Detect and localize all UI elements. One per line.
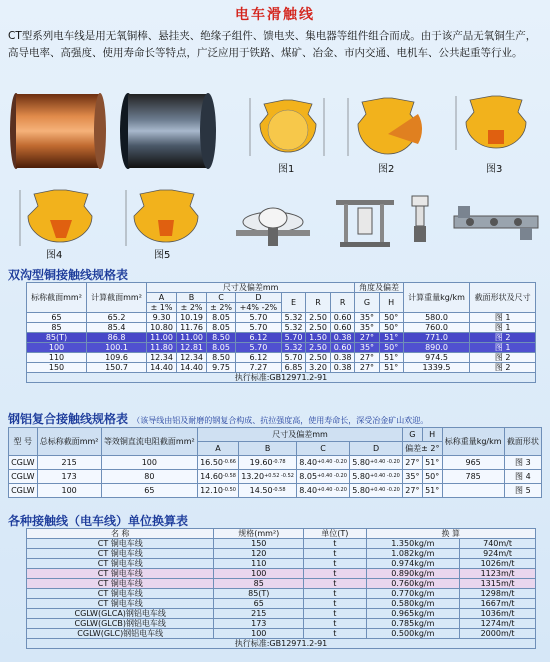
cell-value: 50°: [425, 472, 440, 481]
table-cell: 11.80: [147, 343, 177, 353]
table-cell: 100: [214, 629, 304, 639]
header-nominal-area: 标称截面mm²: [27, 283, 87, 313]
table-row: [27, 599, 536, 609]
figure-2-caption: 图2: [378, 164, 395, 175]
table-cell: 1.350kg/m: [366, 539, 460, 549]
table-cell: 85: [27, 323, 87, 333]
copper-wire-spec-table: [26, 282, 536, 383]
table3-title: 各种接触线（电车线）单位换算表: [8, 514, 189, 528]
table-cell: 0.500kg/m: [366, 629, 460, 639]
figure-1-caption: 图1: [278, 164, 295, 175]
table-cell: 100: [27, 343, 87, 353]
table-cell: t: [304, 549, 367, 559]
table-cell: 1667m/t: [460, 599, 536, 609]
figure-4-profile: [14, 176, 104, 256]
table-row: [27, 589, 536, 599]
table-row: [27, 629, 536, 639]
table-cell: 0.965kg/m: [366, 609, 460, 619]
table-cell: 760.0: [403, 323, 470, 333]
cell-value: 图 3: [515, 458, 531, 467]
table-cell: t: [304, 569, 367, 579]
table-cell: [239, 484, 297, 498]
table-cell: [101, 484, 197, 498]
table-cell: t: [304, 589, 367, 599]
table-cell: 5.70: [281, 353, 306, 363]
cell-value: 5.80: [352, 486, 371, 495]
header-D: D: [236, 293, 282, 303]
header-weight: 计算重量kg/km: [403, 283, 470, 313]
table-cell: 0.890kg/m: [366, 569, 460, 579]
table-row: [9, 456, 542, 470]
table2-title: [8, 410, 428, 427]
header-shape: 截面形状及尺寸: [470, 283, 536, 313]
cell-value: 16.50: [200, 458, 223, 467]
insulator-image: [400, 192, 440, 252]
tol-C: ± 2%: [207, 303, 236, 313]
table-cell: [350, 470, 403, 484]
table-row: [27, 323, 536, 333]
table-cell: 2000m/t: [460, 629, 536, 639]
cell-value: 100: [61, 486, 77, 495]
header-R2: R: [330, 293, 355, 313]
header-angle-tol: 偏差± 2°: [403, 442, 443, 456]
header-unit: 单位(T): [304, 529, 367, 539]
table-cell: t: [304, 609, 367, 619]
table-cell: t: [304, 619, 367, 629]
table-cell: 580.0: [403, 313, 470, 323]
table-cell: 14.40: [177, 363, 207, 373]
header-C: C: [297, 442, 350, 456]
table-cell: 65.2: [87, 313, 147, 323]
cell-tolerance: +0.40 -0.20: [370, 459, 400, 465]
cell-value: 8.05: [299, 472, 318, 481]
unit-conversion-table: [26, 528, 536, 649]
table-cell: [504, 484, 541, 498]
table-cell: 110: [27, 353, 87, 363]
header-total-area: 总标称截面mm²: [37, 428, 101, 456]
tol-D: +4% -2%: [236, 303, 282, 313]
table-cell: 50°: [379, 343, 403, 353]
table-cell: [504, 456, 541, 470]
cell-value: 215: [61, 458, 77, 467]
table-cell: CGLW(GLCB)钢铝电车线: [27, 619, 214, 629]
table-cell: [37, 484, 101, 498]
table-cell: [350, 456, 403, 470]
table-cell: 110: [214, 559, 304, 569]
table-cell: CT 铜电车线: [27, 579, 214, 589]
suspension-clamp-image: [228, 198, 318, 253]
page-title: 电车滑触线: [235, 7, 315, 23]
table-cell: CT 铜电车线: [27, 589, 214, 599]
table-row: [27, 619, 536, 629]
cell-tolerance: +0.40 -0.20: [370, 473, 400, 479]
cell-tolerance: +0.40 -0.20: [317, 487, 347, 493]
table-cell: t: [304, 559, 367, 569]
table-cell: [37, 456, 101, 470]
figure-5-caption: 图5: [154, 250, 171, 261]
table-cell: [197, 456, 238, 470]
cell-value: 14.50: [249, 486, 273, 495]
table-cell: 1.082kg/m: [366, 549, 460, 559]
table-cell: [297, 470, 350, 484]
cell-value: 27°: [405, 486, 420, 495]
table-cell: 1274m/t: [460, 619, 536, 629]
table-cell: 8.50: [207, 333, 236, 343]
cell-value: 65: [144, 486, 155, 495]
table-cell: 12.81: [177, 343, 207, 353]
table-cell: 9.30: [147, 313, 177, 323]
figure-3-profile: [448, 84, 543, 164]
cell-tolerance: +0.40 -0.20: [317, 473, 347, 479]
steel-aluminium-spool-image: [118, 88, 218, 173]
table-cell: 8.50: [207, 353, 236, 363]
figure-5-profile: [120, 176, 210, 256]
table-cell: 100: [214, 569, 304, 579]
table-cell: 35°: [355, 343, 379, 353]
table-cell: [297, 456, 350, 470]
table-row: [27, 569, 536, 579]
table-cell: CT 铜电车线: [27, 559, 214, 569]
table-cell: [9, 456, 38, 470]
table-cell: 150: [27, 363, 87, 373]
table-cell: 890.0: [403, 343, 470, 353]
figure-3-caption: 图3: [486, 164, 503, 175]
table-cell: 6.85: [281, 363, 306, 373]
table-cell: CT 铜电车线: [27, 599, 214, 609]
table-cell: 图 2: [470, 363, 536, 373]
cell-value: CGLW: [11, 472, 35, 481]
table-cell: 图 1: [470, 323, 536, 333]
table-cell: 3.20: [306, 363, 331, 373]
table-cell: 6.12: [236, 353, 282, 363]
table-row: [27, 559, 536, 569]
header-A: A: [197, 442, 238, 456]
cell-tolerance: +0.40 -0.20: [370, 487, 400, 493]
table-cell: [197, 470, 238, 484]
table-cell: 215: [214, 609, 304, 619]
table-row: [27, 549, 536, 559]
header-calc-area: 计算截面mm²: [87, 283, 147, 313]
figure-2-profile: [340, 84, 430, 164]
table-cell: 10.80: [147, 323, 177, 333]
cell-tolerance: -0.58: [223, 473, 236, 479]
table-cell: [297, 484, 350, 498]
header-H: H: [379, 293, 403, 313]
cell-value: CGLW: [11, 486, 35, 495]
header-R1: R: [306, 293, 331, 313]
table-cell: 173: [214, 619, 304, 629]
table-row: [27, 313, 536, 323]
table-cell: 5.70: [236, 313, 282, 323]
table-cell: 图 1: [470, 313, 536, 323]
table-cell: 11.76: [177, 323, 207, 333]
table-cell: [403, 470, 423, 484]
header-angle: 角度及偏差: [355, 283, 403, 293]
header-B: B: [239, 442, 297, 456]
header-weight: 标称重量kg/km: [442, 428, 504, 456]
table-cell: 5.32: [281, 343, 306, 353]
table-cell: [197, 484, 238, 498]
table-row: [27, 579, 536, 589]
table-cell: 85(T): [214, 589, 304, 599]
table-cell: 1298m/t: [460, 589, 536, 599]
table-cell: 1036m/t: [460, 609, 536, 619]
table-cell: 35°: [355, 313, 379, 323]
table-cell: t: [304, 539, 367, 549]
header-E: E: [281, 293, 306, 313]
cell-value: 51°: [425, 486, 440, 495]
table-cell: 10.19: [177, 313, 207, 323]
table-cell: [239, 470, 297, 484]
table-cell: 5.32: [281, 313, 306, 323]
header-G: G: [355, 293, 379, 313]
table-cell: 0.770kg/m: [366, 589, 460, 599]
header-C: C: [207, 293, 236, 303]
cell-value: 图 4: [515, 472, 531, 481]
table-cell: 51°: [379, 363, 403, 373]
table-cell: 0.38: [330, 333, 355, 343]
table-cell: 1339.5: [403, 363, 470, 373]
table-cell: 图 2: [470, 333, 536, 343]
table-row: [27, 353, 536, 363]
table-cell: 51°: [379, 333, 403, 343]
table-cell: 50°: [379, 323, 403, 333]
cell-value: 965: [465, 458, 481, 467]
figure-1-profile: [240, 84, 330, 164]
header-shape: 截面形状: [504, 428, 541, 456]
table-cell: 27°: [355, 353, 379, 363]
table-cell: CGLW(GLCA)钢铝电车线: [27, 609, 214, 619]
table-cell: t: [304, 579, 367, 589]
table-cell: 50°: [379, 313, 403, 323]
table-cell: 1026m/t: [460, 559, 536, 569]
table-cell: [422, 484, 442, 498]
table-cell: 12.34: [147, 353, 177, 363]
table-cell: 27°: [355, 333, 379, 343]
table-cell: 0.38: [330, 353, 355, 363]
table-row: [9, 470, 542, 484]
table-cell: 65: [27, 313, 87, 323]
header-dimensions: 尺寸及偏差mm: [197, 428, 402, 442]
cell-value: 图 5: [515, 486, 531, 495]
cell-value: 8.40: [299, 458, 318, 467]
table-cell: 14.40: [147, 363, 177, 373]
table-cell: 120: [214, 549, 304, 559]
table-cell: [350, 484, 403, 498]
tol-B: ± 2%: [177, 303, 207, 313]
cell-tolerance: -0.66: [223, 459, 236, 465]
table-cell: 86.8: [87, 333, 147, 343]
table-cell: CT 铜电车线: [27, 539, 214, 549]
cell-value: 14.60: [200, 472, 223, 481]
copper-spool-image: [8, 88, 108, 173]
table-cell: 740m/t: [460, 539, 536, 549]
table-cell: 6.12: [236, 333, 282, 343]
table-cell: 771.0: [403, 333, 470, 343]
table-cell: 150.7: [87, 363, 147, 373]
table-cell: 9.75: [207, 363, 236, 373]
cell-value: 35°: [405, 472, 420, 481]
table-cell: 0.974kg/m: [366, 559, 460, 569]
cell-value: 19.60: [249, 458, 273, 467]
table-cell: 85(T): [27, 333, 87, 343]
table-cell: 1315m/t: [460, 579, 536, 589]
table-cell: 65: [214, 599, 304, 609]
table-cell: 11.00: [147, 333, 177, 343]
tol-A: ± 1%: [147, 303, 177, 313]
table-cell: 0.60: [330, 313, 355, 323]
table-row: [27, 609, 536, 619]
table-cell: [403, 456, 423, 470]
table-cell: 0.60: [330, 343, 355, 353]
header-B: B: [177, 293, 207, 303]
cell-tolerance: +0.52 -0.52: [264, 473, 294, 479]
cell-value: 785: [465, 472, 481, 481]
cell-value: 100: [141, 458, 157, 467]
cell-value: 80: [144, 472, 155, 481]
table-cell: 5.32: [281, 323, 306, 333]
header-H: H: [422, 428, 442, 442]
table-cell: 图 1: [470, 343, 536, 353]
table-cell: 12.34: [177, 353, 207, 363]
table-cell: 5.70: [236, 323, 282, 333]
table-row: [9, 484, 542, 498]
table-cell: 8.05: [207, 323, 236, 333]
table-cell: CGLW(GLC)钢铝电车线: [27, 629, 214, 639]
insulator-bracket-image: [330, 194, 400, 254]
table1-title: 双沟型铜接触线规格表: [8, 268, 129, 282]
header-dimensions: 尺寸及偏差mm: [147, 283, 355, 293]
cell-value: 13.20: [241, 472, 265, 481]
table2-title-text: 钢铝复合接触线规格表: [8, 412, 129, 426]
table-row: [27, 333, 536, 343]
table-cell: [239, 456, 297, 470]
table-cell: 27°: [355, 363, 379, 373]
table-cell: [442, 470, 504, 484]
table-cell: [442, 484, 504, 498]
header-spec: 规格(mm²): [214, 529, 304, 539]
table-cell: 2.50: [306, 343, 331, 353]
table1-standard: 执行标准:GB12971.2-91: [27, 373, 536, 383]
table-cell: [9, 470, 38, 484]
header-G: G: [403, 428, 423, 442]
table-cell: 11.00: [177, 333, 207, 343]
header-model: 型 号: [9, 428, 38, 456]
figures-area: [0, 80, 550, 260]
cell-tolerance: -0.50: [223, 487, 236, 493]
table-cell: CT 铜电车线: [27, 569, 214, 579]
header-equiv-resistance: 等效铜直流电阻截面mm²: [101, 428, 197, 456]
table-cell: [9, 484, 38, 498]
cell-value: 8.40: [299, 486, 318, 495]
table-cell: 0.580kg/m: [366, 599, 460, 609]
table-cell: [422, 456, 442, 470]
table-cell: [101, 470, 197, 484]
table-cell: [504, 470, 541, 484]
table-cell: 7.27: [236, 363, 282, 373]
steel-aluminium-spec-table: [8, 427, 542, 498]
table-cell: 2.50: [306, 353, 331, 363]
table2-note: （该导线由铝及耐磨的钢复合构成、抗拉强度高，使用寿命长，深受冶金矿山欢迎。: [132, 416, 429, 425]
table-row: [27, 343, 536, 353]
cell-tolerance: -0.78: [272, 459, 286, 465]
table-cell: 2.50: [306, 313, 331, 323]
table-cell: [442, 456, 504, 470]
table-cell: 85: [214, 579, 304, 589]
table-cell: 150: [214, 539, 304, 549]
cell-value: CGLW: [11, 458, 35, 467]
table-cell: 5.70: [236, 343, 282, 353]
table-cell: 109.6: [87, 353, 147, 363]
cell-value: 51°: [425, 458, 440, 467]
table-cell: 0.60: [330, 323, 355, 333]
table-cell: 5.70: [281, 333, 306, 343]
cell-tolerance: -0.58: [272, 487, 286, 493]
figure-4-caption: 图4: [46, 250, 63, 261]
table-cell: 0.38: [330, 363, 355, 373]
table-cell: t: [304, 599, 367, 609]
table-cell: 35°: [355, 323, 379, 333]
table-cell: t: [304, 629, 367, 639]
table-cell: 1.50: [306, 333, 331, 343]
cell-value: 173: [61, 472, 77, 481]
table-cell: 974.5: [403, 353, 470, 363]
table-row: [27, 363, 536, 373]
table-cell: 924m/t: [460, 549, 536, 559]
table-cell: 8.05: [207, 313, 236, 323]
cell-value: 5.80: [352, 458, 371, 467]
table-cell: [422, 470, 442, 484]
intro-paragraph: CT型系列电车线是用无氧铜棒、悬挂夹、绝缘子组件、馈电夹、集电器等组件组合而成。由于该产品无氧铜生产，高导电率、高强度、使用寿命长等特点，广泛应用于铁路、煤矿、冶金、市内交通、电机车、公共起重等行业。: [8, 30, 537, 59]
table-cell: 0.760kg/m: [366, 579, 460, 589]
table-cell: 8.05: [207, 343, 236, 353]
table-cell: 图 2: [470, 353, 536, 363]
cell-value: 12.10: [200, 486, 223, 495]
table-cell: 1123m/t: [460, 569, 536, 579]
table-cell: CT 铜电车线: [27, 549, 214, 559]
table-cell: 85.4: [87, 323, 147, 333]
cell-value: 5.80: [352, 472, 371, 481]
cell-value: 27°: [405, 458, 420, 467]
header-D: D: [350, 442, 403, 456]
table-cell: [403, 484, 423, 498]
cell-tolerance: +0.40 -0.20: [317, 459, 347, 465]
table-cell: 100.1: [87, 343, 147, 353]
header-name: 名 称: [27, 529, 214, 539]
table-cell: 51°: [379, 353, 403, 363]
table-cell: 0.785kg/m: [366, 619, 460, 629]
table-row: [27, 539, 536, 549]
feeder-clamp-image: [448, 198, 544, 248]
header-conversion: 换 算: [366, 529, 535, 539]
table-cell: 2.50: [306, 323, 331, 333]
table3-standard: 执行标准:GB12971.2-91: [27, 639, 536, 649]
table-cell: [101, 456, 197, 470]
table-cell: [37, 470, 101, 484]
header-A: A: [147, 293, 177, 303]
